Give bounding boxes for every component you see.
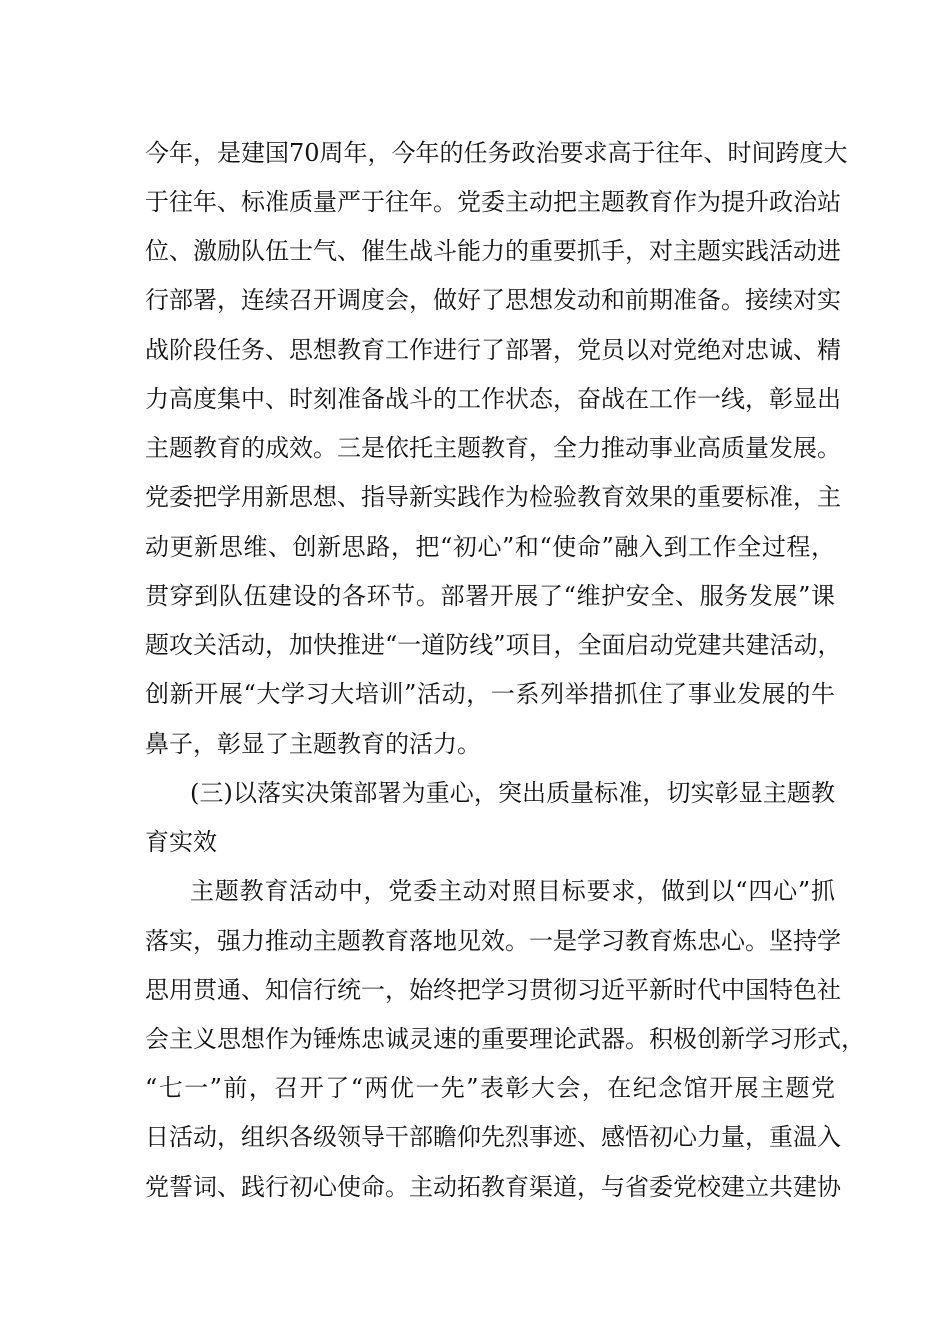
text-line-21: 日活动，组织各级领导干部瞻仰先烈事迹、感悟初心力量，重温入: [145, 1123, 841, 1151]
text-line-18: 思用贯通、知信行统一，始终把学习贯彻习近平新时代中国特色社: [145, 976, 841, 1004]
text-line-5: 战阶段任务、思想教育工作进行了部署，党员以对党绝对忠诚、精: [145, 336, 841, 364]
text-line-11: 题攻关活动，加快推进“一道防线”项目，全面启动党建共建活动，: [145, 631, 842, 659]
text-line-10: 贯穿到队伍建设的各环节。部署开展了“维护安全、服务发展”课: [145, 582, 835, 610]
text-line-22: 党誓词、践行初心使命。主动拓教育渠道，与省委党校建立共建协: [145, 1173, 841, 1201]
text-line-2: 于往年、标准质量严于往年。党委主动把主题教育作为提升政治站: [145, 188, 841, 216]
text-line-12: 创新开展“大学习大培训”活动，一系列举措抓住了事业发展的牛: [145, 680, 835, 708]
text-line-1: 今年，是建国70周年，今年的任务政治要求高于往年、时间跨度大: [145, 139, 848, 167]
text-line-7: 主题教育的成效。三是依托主题教育，全力推动事业高质量发展。: [145, 434, 841, 462]
text-line-17: 落实，强力推动主题教育落地见效。一是学习教育炼忠心。坚持学: [145, 927, 841, 955]
section-heading-line-1: (三)以落实决策部署为重心，突出质量标准，切实彰显主题教: [190, 779, 835, 807]
text-line-16: 主题教育活动中，党委主动对照目标要求，做到以“四心”抓: [190, 877, 835, 905]
text-line-19: 会主义思想作为锤炼忠诚灵速的重要理论武器。积极创新学习形式，: [145, 1025, 865, 1053]
text-line-8: 党委把学用新思想、指导新实践作为检验教育效果的重要标准，主: [145, 483, 841, 511]
text-line-20: “七一”前，召开了“两优一先”表彰大会，在纪念馆开展主题党: [145, 1074, 835, 1102]
text-line-13: 鼻子，彰显了主题教育的活力。: [145, 730, 481, 758]
text-line-4: 行部署，连续召开调度会，做好了思想发动和前期准备。接续对实: [145, 286, 841, 314]
text-line-9: 动更新思维、创新思路，把“初心”和“使命”融入到工作全过程，: [145, 533, 835, 561]
section-heading-line-2: 育实效: [145, 828, 217, 856]
text-line-3: 位、激励队伍士气、催生战斗能力的重要抓手，对主题实践活动进: [145, 237, 841, 265]
text-line-6: 力高度集中、时刻准备战斗的工作状态，奋战在工作一线，彰显出: [145, 385, 841, 413]
